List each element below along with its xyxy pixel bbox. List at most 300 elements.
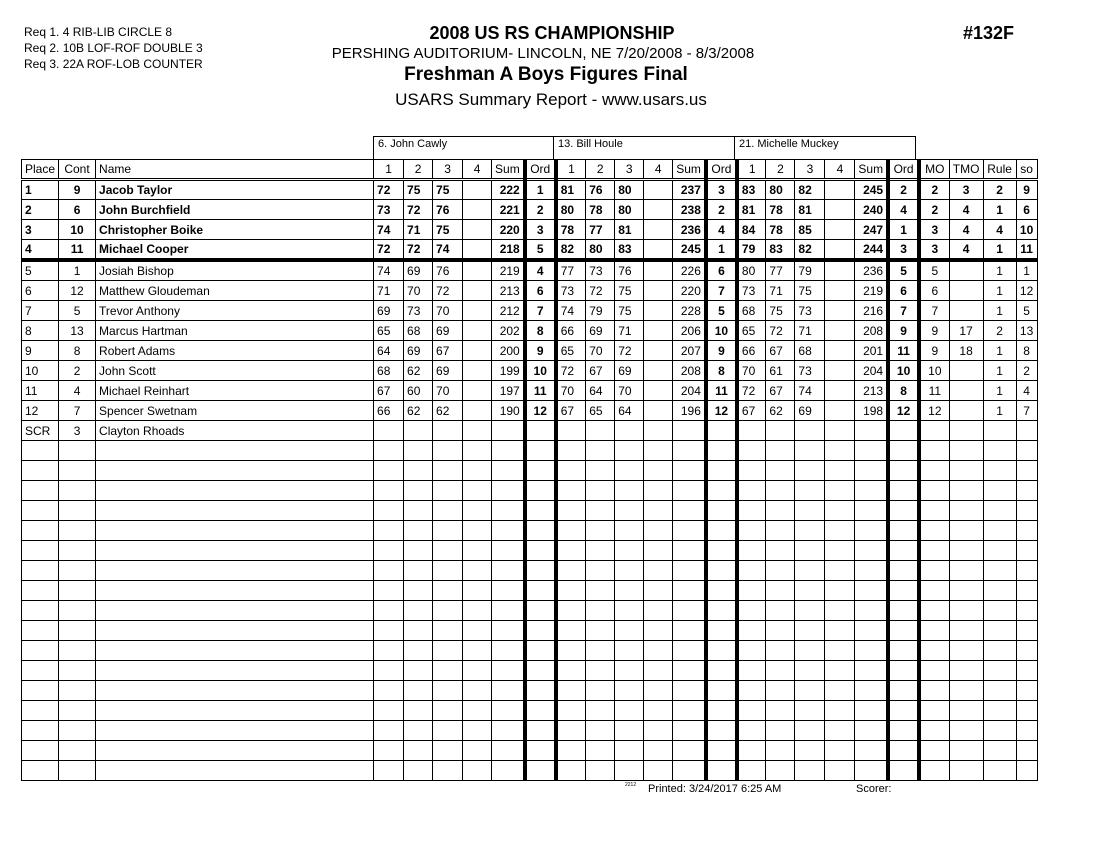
empty-cell xyxy=(463,761,492,781)
empty-cell xyxy=(919,501,949,521)
judge1-fig3-cell: 74 xyxy=(433,240,463,261)
empty-cell xyxy=(615,461,644,481)
place-cell: 3 xyxy=(22,220,59,240)
empty-cell xyxy=(556,441,586,461)
skater-name-cell: Robert Adams xyxy=(96,341,374,361)
judge3-fig4-cell xyxy=(825,401,855,421)
empty-cell xyxy=(96,541,374,561)
judge3-fig1-cell: 66 xyxy=(737,341,766,361)
empty-cell xyxy=(737,701,766,721)
judge1-sum-cell: 218 xyxy=(492,240,525,261)
empty-cell xyxy=(888,601,919,621)
col-j3-fig2: 2 xyxy=(766,160,795,180)
empty-cell xyxy=(404,621,433,641)
empty-cell xyxy=(556,701,586,721)
rule-cell: 4 xyxy=(983,220,1016,240)
judge2-fig4-cell xyxy=(644,220,673,240)
empty-cell xyxy=(525,541,556,561)
empty-cell xyxy=(888,501,919,521)
cont-cell: 7 xyxy=(59,401,96,421)
judge2-fig4-cell xyxy=(644,421,673,441)
cont-cell: 10 xyxy=(59,220,96,240)
judge1-fig3-cell: 70 xyxy=(433,301,463,321)
empty-cell xyxy=(888,681,919,701)
empty-cell xyxy=(404,541,433,561)
empty-cell xyxy=(404,441,433,461)
empty-cell xyxy=(586,481,615,501)
empty-cell xyxy=(492,441,525,461)
judge2-fig2-cell: 67 xyxy=(586,361,615,381)
empty-cell xyxy=(706,501,737,521)
skater-name-cell: Josiah Bishop xyxy=(96,260,374,281)
empty-cell xyxy=(949,601,983,621)
empty-cell xyxy=(825,581,855,601)
table-row xyxy=(22,321,1038,341)
judge2-ord-cell: 4 xyxy=(706,220,737,240)
empty-cell xyxy=(556,581,586,601)
empty-cell xyxy=(949,461,983,481)
judge2-fig2-cell: 72 xyxy=(586,281,615,301)
judge2-ord-cell: 7 xyxy=(706,281,737,301)
judge2-fig1-cell: 72 xyxy=(556,361,586,381)
empty-cell xyxy=(766,761,795,781)
judge2-fig4-cell xyxy=(644,361,673,381)
table-row xyxy=(22,421,1038,441)
empty-cell xyxy=(983,581,1016,601)
empty-cell xyxy=(983,661,1016,681)
empty-row xyxy=(22,541,1038,561)
empty-cell xyxy=(737,641,766,661)
judge2-fig3-cell: 75 xyxy=(615,281,644,301)
tmo-cell xyxy=(949,281,983,301)
cont-cell: 8 xyxy=(59,341,96,361)
empty-cell xyxy=(855,621,888,641)
empty-cell xyxy=(825,621,855,641)
empty-cell xyxy=(919,521,949,541)
col-j3-fig4: 4 xyxy=(825,160,855,180)
empty-cell xyxy=(706,761,737,781)
empty-cell xyxy=(433,501,463,521)
empty-cell xyxy=(586,661,615,681)
judge3-fig2-cell: 75 xyxy=(766,301,795,321)
empty-cell xyxy=(795,721,825,741)
empty-cell xyxy=(586,601,615,621)
cont-cell: 9 xyxy=(59,180,96,200)
empty-cell xyxy=(492,721,525,741)
mo-cell: 2 xyxy=(919,180,949,200)
empty-cell xyxy=(525,641,556,661)
printed-timestamp: Printed: 3/24/2017 6:25 AM xyxy=(648,783,782,795)
judge2-ord-cell: 6 xyxy=(706,260,737,281)
judge1-fig4-cell xyxy=(463,301,492,321)
empty-cell xyxy=(673,561,706,581)
judge3-sum-cell: 247 xyxy=(855,220,888,240)
judge1-fig2-cell: 68 xyxy=(404,321,433,341)
table-header-row xyxy=(22,160,1038,180)
judge1-fig3-cell: 72 xyxy=(433,281,463,301)
place-cell: 2 xyxy=(22,200,59,220)
empty-cell xyxy=(374,741,404,761)
judge1-fig1-cell: 73 xyxy=(374,200,404,220)
empty-cell xyxy=(586,621,615,641)
empty-cell xyxy=(374,641,404,661)
rule-cell: 1 xyxy=(983,281,1016,301)
empty-cell xyxy=(404,721,433,741)
judge1-ord-cell: 7 xyxy=(525,301,556,321)
empty-cell xyxy=(825,681,855,701)
empty-cell xyxy=(374,581,404,601)
empty-cell xyxy=(615,681,644,701)
empty-cell xyxy=(983,741,1016,761)
empty-row xyxy=(22,741,1038,761)
judge2-fig4-cell xyxy=(644,381,673,401)
empty-cell xyxy=(949,521,983,541)
empty-cell xyxy=(766,441,795,461)
empty-cell xyxy=(706,561,737,581)
empty-cell xyxy=(888,441,919,461)
tmo-cell: 17 xyxy=(949,321,983,341)
col-so: so xyxy=(1016,160,1037,180)
empty-cell xyxy=(673,481,706,501)
empty-cell xyxy=(644,721,673,741)
judge3-fig3-cell xyxy=(795,421,825,441)
empty-cell xyxy=(919,441,949,461)
col-mo: MO xyxy=(919,160,949,180)
judge3-ord-cell: 11 xyxy=(888,341,919,361)
empty-cell xyxy=(673,521,706,541)
place-cell: 11 xyxy=(22,381,59,401)
empty-cell xyxy=(825,641,855,661)
empty-cell xyxy=(59,581,96,601)
judge1-sum-cell: 222 xyxy=(492,180,525,200)
judge1-fig3-cell: 76 xyxy=(433,200,463,220)
empty-cell xyxy=(888,541,919,561)
judge3-fig4-cell xyxy=(825,321,855,341)
empty-cell xyxy=(96,581,374,601)
empty-cell xyxy=(983,561,1016,581)
empty-cell xyxy=(1016,761,1037,781)
judge2-fig2-cell: 69 xyxy=(586,321,615,341)
empty-cell xyxy=(673,501,706,521)
empty-cell xyxy=(463,481,492,501)
empty-cell xyxy=(919,601,949,621)
empty-cell xyxy=(737,461,766,481)
empty-cell xyxy=(374,441,404,461)
empty-cell xyxy=(525,441,556,461)
col-j2-fig1: 1 xyxy=(556,160,586,180)
empty-cell xyxy=(96,521,374,541)
judge3-fig3-cell: 82 xyxy=(795,180,825,200)
so-cell: 8 xyxy=(1016,341,1037,361)
empty-cell xyxy=(96,721,374,741)
empty-cell xyxy=(825,601,855,621)
empty-cell xyxy=(766,581,795,601)
empty-cell xyxy=(59,721,96,741)
empty-cell xyxy=(525,721,556,741)
empty-cell xyxy=(615,541,644,561)
empty-cell xyxy=(22,701,59,721)
table-row xyxy=(22,180,1038,200)
empty-cell xyxy=(463,721,492,741)
empty-cell xyxy=(374,661,404,681)
empty-cell xyxy=(673,721,706,741)
tmo-cell xyxy=(949,421,983,441)
empty-cell xyxy=(463,641,492,661)
empty-cell xyxy=(374,721,404,741)
empty-cell xyxy=(615,761,644,781)
judge2-ord-cell: 1 xyxy=(706,240,737,261)
cont-cell: 13 xyxy=(59,321,96,341)
empty-cell xyxy=(463,561,492,581)
judge2-fig3-cell: 75 xyxy=(615,301,644,321)
empty-cell xyxy=(463,741,492,761)
empty-cell xyxy=(919,561,949,581)
empty-cell xyxy=(525,621,556,641)
judge3-fig4-cell xyxy=(825,381,855,401)
empty-cell xyxy=(492,481,525,501)
empty-cell xyxy=(492,681,525,701)
judge1-fig4-cell xyxy=(463,281,492,301)
empty-cell xyxy=(706,721,737,741)
mo-cell: 11 xyxy=(919,381,949,401)
col-j2-fig3: 3 xyxy=(615,160,644,180)
empty-cell xyxy=(1016,721,1037,741)
empty-cell xyxy=(855,701,888,721)
judge1-sum-cell: 213 xyxy=(492,281,525,301)
judge3-fig2-cell: 61 xyxy=(766,361,795,381)
empty-cell xyxy=(795,601,825,621)
empty-cell xyxy=(615,601,644,621)
judge2-fig4-cell xyxy=(644,341,673,361)
empty-cell xyxy=(96,741,374,761)
empty-cell xyxy=(22,761,59,781)
empty-cell xyxy=(766,601,795,621)
mo-cell: 7 xyxy=(919,301,949,321)
judge1-fig3-cell: 76 xyxy=(433,260,463,281)
judge3-fig1-cell: 84 xyxy=(737,220,766,240)
empty-cell xyxy=(463,681,492,701)
empty-cell xyxy=(492,761,525,781)
report-subtitle: USARS Summary Report - www.usars.us xyxy=(395,90,707,109)
empty-cell xyxy=(96,621,374,641)
judge3-sum-cell: 245 xyxy=(855,180,888,200)
empty-row xyxy=(22,521,1038,541)
venue-dates: PERSHING AUDITORIUM- LINCOLN, NE 7/20/2008 - 8/3/2008 xyxy=(331,45,755,62)
judge3-sum-cell: 208 xyxy=(855,321,888,341)
judge3-ord-cell: 10 xyxy=(888,361,919,381)
empty-cell xyxy=(556,561,586,581)
empty-cell xyxy=(888,581,919,601)
judge1-fig3-cell: 62 xyxy=(433,401,463,421)
tmo-cell xyxy=(949,401,983,421)
empty-cell xyxy=(404,601,433,621)
empty-cell xyxy=(404,561,433,581)
judge2-sum-cell xyxy=(673,421,706,441)
empty-cell xyxy=(795,461,825,481)
empty-cell xyxy=(949,641,983,661)
empty-cell xyxy=(855,681,888,701)
empty-cell xyxy=(919,721,949,741)
empty-row xyxy=(22,561,1038,581)
empty-cell xyxy=(855,661,888,681)
empty-cell xyxy=(983,721,1016,741)
judge1-ord-cell xyxy=(525,421,556,441)
skater-name-cell: Michael Cooper xyxy=(96,240,374,261)
empty-cell xyxy=(492,521,525,541)
empty-cell xyxy=(888,561,919,581)
judge3-sum-cell: 244 xyxy=(855,240,888,261)
col-j3-fig1: 1 xyxy=(737,160,766,180)
empty-cell xyxy=(96,481,374,501)
empty-cell xyxy=(706,521,737,541)
empty-cell xyxy=(22,741,59,761)
empty-cell xyxy=(795,641,825,661)
judge-header-3 xyxy=(734,136,916,159)
place-cell: 10 xyxy=(22,361,59,381)
empty-cell xyxy=(673,641,706,661)
empty-cell xyxy=(96,761,374,781)
empty-cell xyxy=(737,581,766,601)
skater-name-cell: Jacob Taylor xyxy=(96,180,374,200)
judge-name: 21. Michelle Muckey xyxy=(739,138,839,150)
empty-cell xyxy=(919,761,949,781)
judge3-fig4-cell xyxy=(825,200,855,220)
empty-cell xyxy=(825,741,855,761)
empty-cell xyxy=(673,541,706,561)
empty-cell xyxy=(644,641,673,661)
empty-cell xyxy=(586,761,615,781)
judge3-fig2-cell: 78 xyxy=(766,200,795,220)
judge-header-2 xyxy=(553,136,735,159)
empty-cell xyxy=(525,461,556,481)
col-j1-ord: Ord xyxy=(525,160,556,180)
empty-cell xyxy=(795,701,825,721)
judge2-fig2-cell: 73 xyxy=(586,260,615,281)
judge2-ord-cell: 9 xyxy=(706,341,737,361)
judge3-fig3-cell: 75 xyxy=(795,281,825,301)
judge1-fig4-cell xyxy=(463,401,492,421)
empty-cell xyxy=(795,521,825,541)
judge2-fig2-cell: 64 xyxy=(586,381,615,401)
empty-cell xyxy=(22,481,59,501)
judge3-fig3-cell: 73 xyxy=(795,361,825,381)
requirement-1: Req 1. 4 RIB-LIB CIRCLE 8 xyxy=(24,25,173,39)
empty-cell xyxy=(706,481,737,501)
empty-cell xyxy=(766,721,795,741)
col-rule: Rule xyxy=(983,160,1016,180)
so-cell xyxy=(1016,421,1037,441)
empty-cell xyxy=(644,521,673,541)
table-row xyxy=(22,240,1038,261)
empty-cell xyxy=(374,521,404,541)
empty-cell xyxy=(983,501,1016,521)
empty-cell xyxy=(888,721,919,741)
empty-cell xyxy=(59,761,96,781)
empty-cell xyxy=(374,501,404,521)
empty-cell xyxy=(463,521,492,541)
cont-cell: 5 xyxy=(59,301,96,321)
place-cell: 9 xyxy=(22,341,59,361)
mo-cell xyxy=(919,421,949,441)
empty-cell xyxy=(983,681,1016,701)
judge3-fig1-cell: 73 xyxy=(737,281,766,301)
empty-cell xyxy=(556,721,586,741)
judge1-fig1-cell: 68 xyxy=(374,361,404,381)
empty-cell xyxy=(825,441,855,461)
empty-cell xyxy=(1016,681,1037,701)
empty-cell xyxy=(949,741,983,761)
judge1-fig1-cell: 72 xyxy=(374,180,404,200)
rule-cell: 1 xyxy=(983,361,1016,381)
empty-cell xyxy=(825,521,855,541)
empty-cell xyxy=(855,741,888,761)
empty-cell xyxy=(888,701,919,721)
judge2-fig1-cell: 81 xyxy=(556,180,586,200)
empty-cell xyxy=(855,601,888,621)
judge1-fig2-cell: 71 xyxy=(404,220,433,240)
so-cell: 11 xyxy=(1016,240,1037,261)
empty-cell xyxy=(1016,541,1037,561)
empty-cell xyxy=(556,541,586,561)
empty-cell xyxy=(766,681,795,701)
empty-cell xyxy=(888,621,919,641)
empty-cell xyxy=(919,541,949,561)
judge3-fig3-cell: 74 xyxy=(795,381,825,401)
empty-cell xyxy=(22,501,59,521)
empty-cell xyxy=(525,501,556,521)
col-j3-sum: Sum xyxy=(855,160,888,180)
empty-cell xyxy=(22,461,59,481)
judge1-fig4-cell xyxy=(463,200,492,220)
empty-cell xyxy=(374,601,404,621)
empty-cell xyxy=(492,601,525,621)
empty-cell xyxy=(888,761,919,781)
empty-cell xyxy=(586,501,615,521)
empty-cell xyxy=(556,601,586,621)
empty-cell xyxy=(374,761,404,781)
empty-cell xyxy=(492,621,525,641)
empty-cell xyxy=(766,641,795,661)
judge3-ord-cell: 4 xyxy=(888,200,919,220)
empty-row xyxy=(22,461,1038,481)
judge2-fig3-cell: 70 xyxy=(615,381,644,401)
empty-cell xyxy=(586,581,615,601)
empty-cell xyxy=(615,621,644,641)
judge2-fig4-cell xyxy=(644,180,673,200)
col-j2-fig2: 2 xyxy=(586,160,615,180)
judge1-fig4-cell xyxy=(463,421,492,441)
skater-name-cell: Spencer Swetnam xyxy=(96,401,374,421)
empty-cell xyxy=(737,521,766,541)
table-row xyxy=(22,361,1038,381)
judge1-fig2-cell: 62 xyxy=(404,401,433,421)
tmo-cell: 4 xyxy=(949,220,983,240)
empty-cell xyxy=(644,441,673,461)
mo-cell: 9 xyxy=(919,341,949,361)
judge2-fig1-cell: 67 xyxy=(556,401,586,421)
judge1-sum-cell: 199 xyxy=(492,361,525,381)
empty-cell xyxy=(59,641,96,661)
judge1-fig2-cell: 70 xyxy=(404,281,433,301)
empty-cell xyxy=(525,481,556,501)
judge1-fig2-cell: 62 xyxy=(404,361,433,381)
empty-cell xyxy=(492,641,525,661)
tmo-cell: 18 xyxy=(949,341,983,361)
judge2-fig1-cell: 80 xyxy=(556,200,586,220)
empty-cell xyxy=(404,581,433,601)
empty-cell xyxy=(795,541,825,561)
judge2-fig3-cell: 71 xyxy=(615,321,644,341)
